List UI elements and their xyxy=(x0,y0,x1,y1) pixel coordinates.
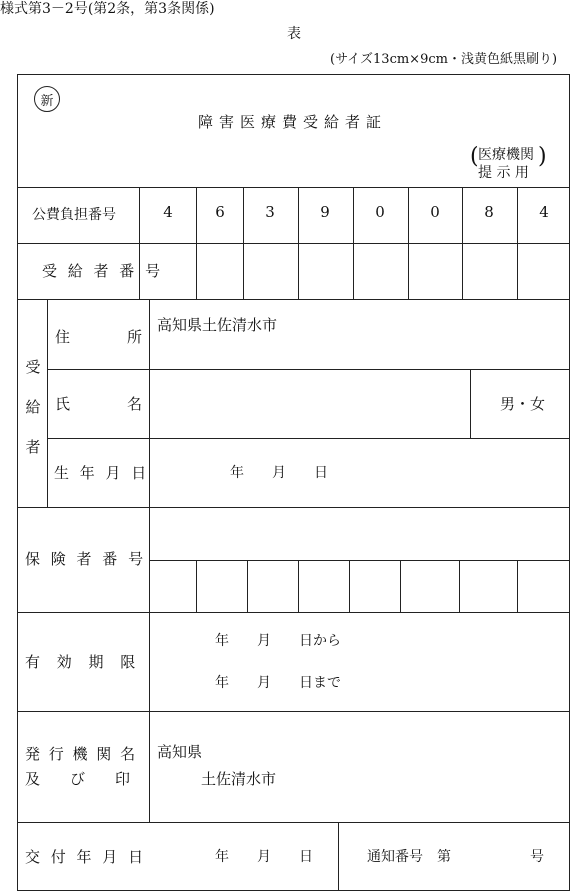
rule xyxy=(196,187,197,299)
payer-digit: 6 xyxy=(215,203,225,221)
new-mark xyxy=(34,86,60,112)
issue-date-label: 交 付 年 月 日 xyxy=(25,848,147,866)
rule xyxy=(517,187,518,299)
validity-from: 年 月 日から xyxy=(215,633,341,649)
address-value: 高知県土佐清水市 xyxy=(157,316,278,334)
issuer-label-2: 及 び 印 xyxy=(25,770,131,788)
rule xyxy=(338,822,339,891)
recipient-label-char: 受 xyxy=(25,358,41,376)
rule xyxy=(353,187,354,299)
rule xyxy=(408,187,409,299)
new-mark-text: 新 xyxy=(40,93,54,109)
rule xyxy=(470,369,471,438)
note-line-1: 医療機関 xyxy=(478,147,534,163)
insurer-number-label: 保 険 者 番 号 xyxy=(25,550,147,568)
rule xyxy=(139,187,140,299)
payer-digit: 3 xyxy=(265,203,275,221)
rule xyxy=(196,560,197,612)
rule xyxy=(247,560,248,612)
name-label: 氏 xyxy=(55,395,71,413)
rule xyxy=(243,187,244,299)
recipient-label-char: 者 xyxy=(25,438,41,456)
rule xyxy=(459,560,460,612)
issuer-value-1: 高知県 xyxy=(157,743,203,761)
payer-digit: 0 xyxy=(430,203,440,221)
rule xyxy=(17,822,570,823)
rule xyxy=(17,612,570,613)
rule xyxy=(349,560,350,612)
payer-digit: 0 xyxy=(375,203,385,221)
address-label: 住 xyxy=(55,328,71,346)
rule xyxy=(298,187,299,299)
notice-number-suffix: 号 xyxy=(530,849,544,865)
rule xyxy=(17,299,570,300)
validity-to: 年 月 日まで xyxy=(215,675,341,691)
rule xyxy=(47,438,570,439)
rule xyxy=(149,299,150,822)
certificate-card xyxy=(17,74,570,891)
note-paren-left: ( xyxy=(470,144,479,169)
side-label: 表 xyxy=(287,26,301,42)
note-paren-right: ) xyxy=(538,144,547,169)
rule xyxy=(47,299,48,507)
rule xyxy=(517,560,518,612)
rule xyxy=(17,507,570,508)
issuer-value-2: 土佐清水市 xyxy=(201,770,277,788)
rule xyxy=(400,560,401,612)
rule xyxy=(47,369,570,370)
issue-date-value: 年 月 日 xyxy=(215,849,313,865)
rule xyxy=(298,560,299,612)
rule xyxy=(17,711,570,712)
issuer-label-1: 発 行 機 関 名 xyxy=(25,745,138,763)
payer-digit: 4 xyxy=(539,203,549,221)
payer-digit: 9 xyxy=(320,203,330,221)
size-note: (サイズ13cm×9cm・浅黄色紙黒刷り) xyxy=(330,52,558,67)
birth-date-value: 年 月 日 xyxy=(230,465,328,481)
public-payer-label: 公費負担番号 xyxy=(32,207,116,223)
address-label: 所 xyxy=(127,328,143,346)
validity-label: 有 効 期 限 xyxy=(25,653,142,671)
recipient-label-char: 給 xyxy=(25,398,41,416)
form-number: 様式第3－2号(第2条，第3条関係) xyxy=(0,1,215,17)
gender-options: 男・女 xyxy=(500,395,546,413)
payer-digit: 8 xyxy=(484,203,494,221)
rule xyxy=(17,243,570,244)
certificate-title: 障害医療費受給者証 xyxy=(198,113,388,131)
recipient-number-label: 受 給 者 番 号 xyxy=(42,262,164,280)
rule xyxy=(17,187,570,188)
notice-number-label: 通知番号 第 xyxy=(367,849,451,865)
rule xyxy=(149,560,570,561)
name-label: 名 xyxy=(127,395,143,413)
rule xyxy=(462,187,463,299)
note-line-2: 提 示 用 xyxy=(478,165,529,181)
birth-date-label: 生 年 月 日 xyxy=(54,464,150,482)
payer-digit: 4 xyxy=(163,203,173,221)
